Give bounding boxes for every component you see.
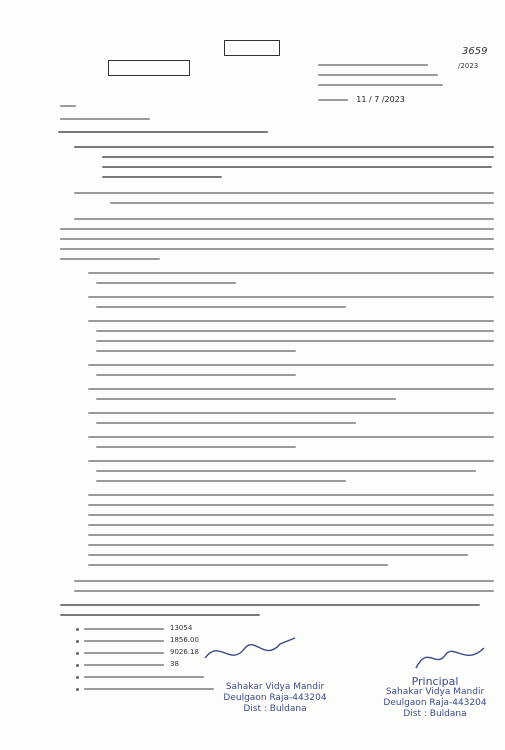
reference-number-handwritten: 3659 (462, 46, 488, 57)
figure-4: 38 (170, 660, 179, 668)
signature-right (410, 640, 490, 674)
figure-1: 13054 (170, 624, 193, 632)
principal-place: Deulgaon Raja-443204 (383, 698, 487, 708)
principal-school: Sahakar Vidya Mandir (385, 687, 485, 697)
principal-dist: Dist : Buldana (403, 709, 467, 719)
principal-stamp (370, 676, 500, 720)
figure-2: 1856.00 (170, 636, 199, 644)
status-label-box (108, 60, 190, 76)
figure-3: 9026.18 (170, 648, 199, 656)
reference-date: 11 / 7 /2023 (356, 95, 405, 104)
signature-left (200, 628, 300, 668)
left-stamp: Sahakar Vidya Mandir Deulgaon Raja-443204 Dist : Buldana (223, 682, 327, 714)
principal-title: Principal (411, 675, 459, 688)
form-label-box (224, 40, 280, 56)
reference-year: /2023 (458, 62, 479, 70)
